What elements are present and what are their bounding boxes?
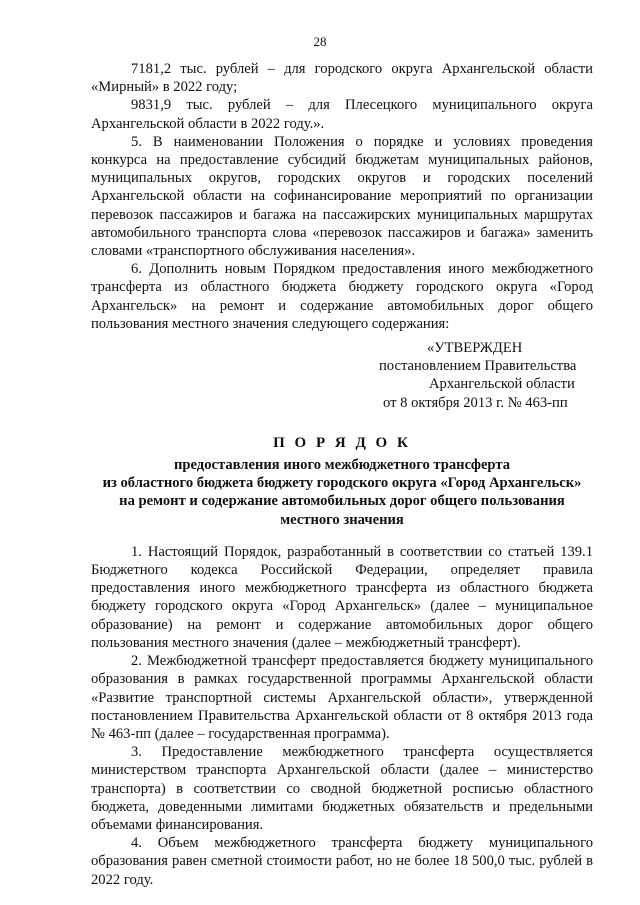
subtitle-line: местного значения [280, 511, 404, 528]
paragraph: 9831,9 тыс. рублей – для Плесецкого муниципального округа Архангельской области в 2022 году.». [91, 97, 593, 132]
approval-line: «УТВЕРЖДЕН [427, 340, 523, 357]
document-subtitle [91, 456, 593, 529]
paragraph: 1. Настоящий Порядок, разработанный в соответствии со статьей 139.1 Бюджетного кодекса Российской Федерации, определяет правила предоставления иного межбюджетного трансферта из областного бюджета бюджету городского округа «Город Архангельск» (далее – муниципальное образование) на ремонт и содержание автомобильных дорог общего пользования местного значения (далее – межбюджетный трансферт). [91, 543, 593, 651]
paragraph: 6. Дополнить новым Порядком предоставления иного межбюджетного трансферта из областного бюджета бюджету городского округа «Город Архангельск» на ремонт и содержание автомобильных дорог общего пользования местного значения следующего содержания: [91, 261, 593, 332]
subtitle-line: предоставления иного межбюджетного трансферта [174, 457, 510, 474]
approval-line: от 8 октября 2013 г. № 463-пп [383, 394, 568, 411]
document-body [91, 60, 593, 889]
paragraph: 7181,2 тыс. рублей – для городского округа Архангельской области «Мирный» в 2022 году; [91, 61, 593, 96]
paragraph: 4. Объем межбюджетного трансферта бюджету муниципального образования равен сметной стоимости работ, но не более 18 500,0 тыс. рублей в 2022 году. [91, 835, 593, 888]
paragraph: 3. Предоставление межбюджетного трансферта осуществляется министерством транспорта Архангельской области (далее – министерство транспорта) в соответствии со сводной бюджетной росписью областного бюджета, доведенными лимитами бюджетных обязательств и предельными объемами финансирования. [91, 744, 593, 833]
page-number: 28 [313, 34, 327, 49]
subtitle-line: на ремонт и содержание автомобильных дорог общего пользования [119, 493, 565, 510]
approval-block [91, 339, 593, 412]
approval-line: постановлением Правительства [379, 358, 577, 375]
document-title: П О Р Я Д О К [273, 434, 411, 451]
paragraph: 2. Межбюджетной трансферт предоставляется бюджету муниципального образования в рамках государственной программы Архангельской области «Развитие транспортной системы Архангельской области», утвержденной постановлением Правительства Архангельской области от 8 октября 2013 года № 463-пп (далее – государственная программа). [91, 653, 593, 742]
paragraph: 5. В наименовании Положения о порядке и условиях проведения конкурса на предоставление субсидий бюджетам муниципальных районов, муниципальных округов, городских округов и городских поселений Архангельской области на софинансирование мероприятий по организации перевозок пассажиров и багажа на пассажирских муниципальных маршрутах автомобильного транспорта слова «перевозок пассажиров и багажа» заменить словами «транспортного обслуживания населения». [91, 133, 593, 260]
subtitle-line: из областного бюджета бюджету городского округа «Город Архангельск» [102, 475, 582, 492]
approval-line: Архангельской области [429, 376, 575, 393]
